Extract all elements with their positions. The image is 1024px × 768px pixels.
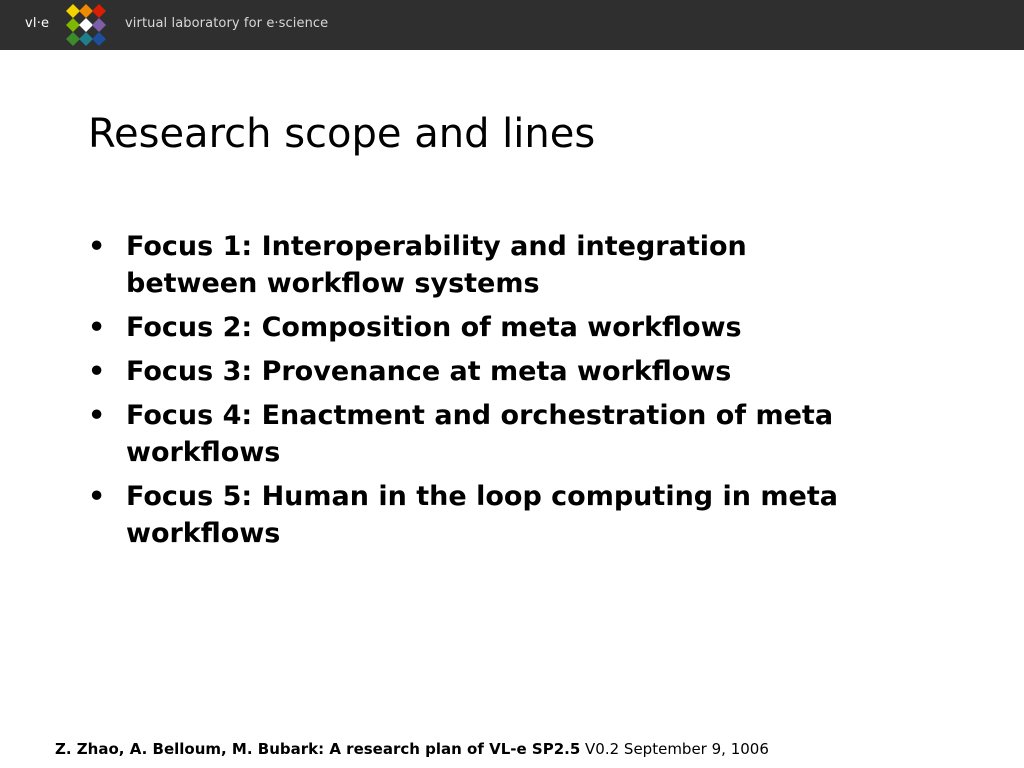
bullet-marker: • — [88, 356, 106, 387]
bullet-marker: • — [88, 400, 106, 431]
slide-footer — [55, 739, 769, 759]
bullet-text: Focus 5: Human in the loop computing in meta workflows — [126, 481, 838, 549]
bullet-focus-3 — [88, 353, 888, 390]
bullet-focus-5 — [88, 478, 888, 552]
logo-diamonds — [66, 4, 106, 46]
bullet-marker: • — [88, 312, 106, 343]
logo-diamond-center — [79, 18, 93, 32]
logo-diamond-orange — [79, 4, 93, 18]
bullet-marker: • — [88, 481, 106, 512]
logo-diamond-red — [92, 4, 106, 18]
bullet-text: Focus 4: Enactment and orchestration of meta workflows — [126, 400, 834, 468]
bullet-focus-4 — [88, 397, 888, 471]
bullet-focus-2 — [88, 309, 888, 346]
logo-diamond-darkgreen — [66, 32, 80, 46]
footer-authors: Z. Zhao, A. Belloum, M. Bubark: A research plan of VL-e SP2.5 — [55, 740, 581, 758]
bullet-focus-1 — [88, 228, 888, 302]
bullet-text: Focus 1: Interoperability and integration between workflow systems — [126, 231, 747, 299]
brand-full-name: virtual laboratory for e·science — [125, 16, 329, 31]
header-bar — [0, 0, 1024, 50]
logo-diamond-teal — [79, 32, 93, 46]
brand-short-name: vl·e — [25, 16, 50, 31]
footer-version-date: V0.2 September 9, 1006 — [580, 740, 769, 758]
bullet-text: Focus 2: Composition of meta workflows — [126, 312, 742, 343]
logo-diamond-green — [66, 18, 80, 32]
logo-diamond-blue — [92, 32, 106, 46]
logo-diamond-yellow — [66, 4, 80, 18]
slide-title: Research scope and lines — [88, 111, 596, 157]
bullet-text: Focus 3: Provenance at meta workflows — [126, 356, 732, 387]
bullet-marker: • — [88, 231, 106, 262]
logo-diamond-violet — [92, 18, 106, 32]
vle-logo-icon — [62, 2, 110, 48]
focus-bullet-list — [88, 228, 888, 559]
